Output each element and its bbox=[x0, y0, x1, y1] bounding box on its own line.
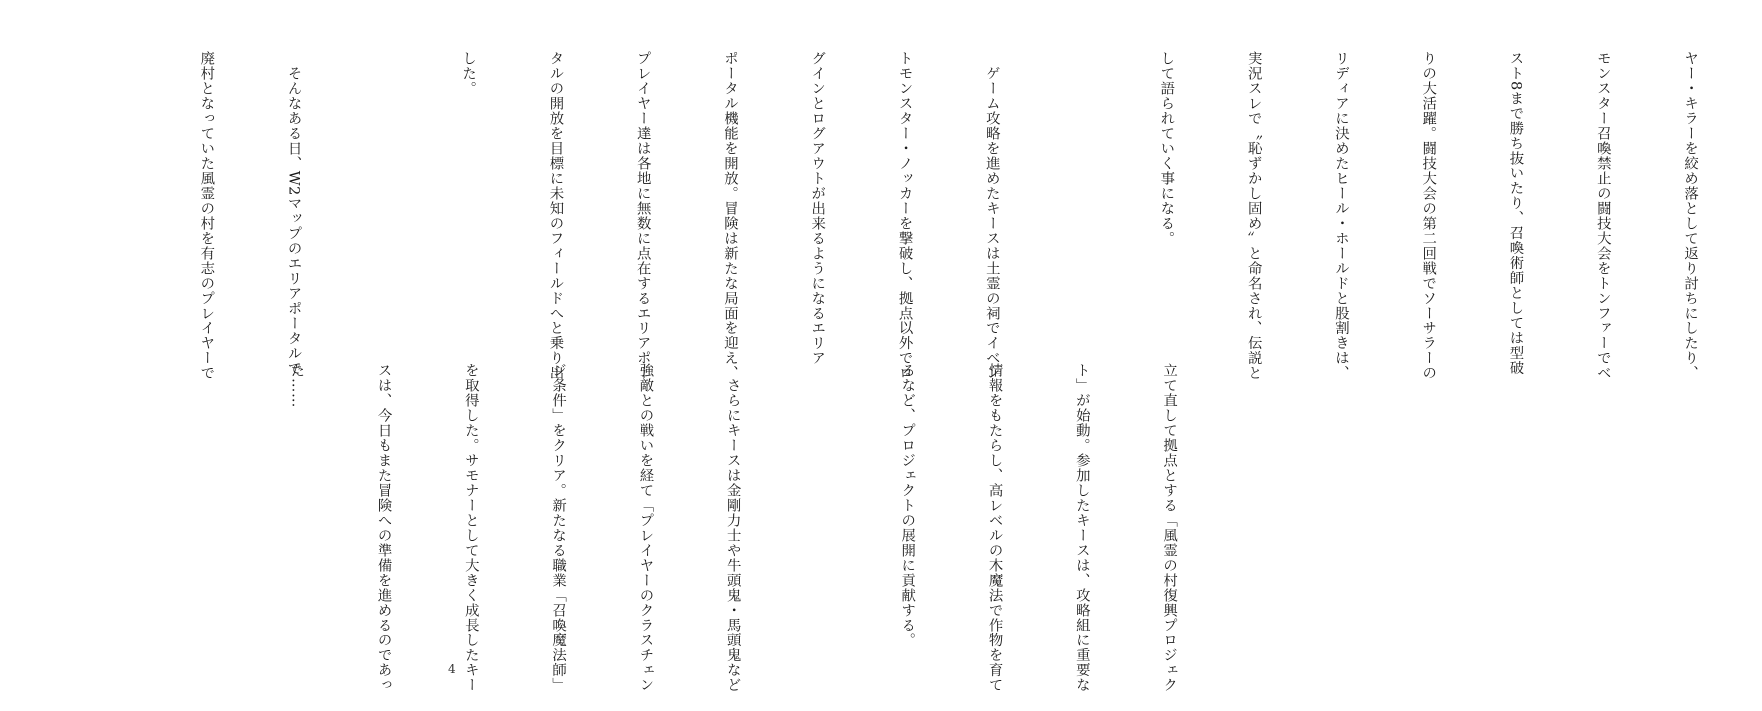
text-line: した。 bbox=[460, 51, 477, 96]
text-line: プレイヤー達は各地に無数に点在するエリアポー bbox=[634, 51, 651, 381]
body-text-top bbox=[133, 51, 1762, 381]
text-line: さらにキースは金剛力士や牛頭鬼・馬頭鬼など bbox=[724, 363, 741, 693]
text-line: リディアに決めたヒール・ホールドと股割きは、 bbox=[1332, 51, 1349, 381]
text-line: ヤー・キラーを絞め落として返り討ちにしたり、 bbox=[1682, 51, 1699, 381]
text-line bbox=[1064, 51, 1093, 341]
text-line bbox=[366, 51, 395, 341]
text-line: 強敵との戦いを経て「プレイヤーのクラスチェン bbox=[637, 363, 654, 693]
text-line: りの大活躍。闘技大会の第二回戦でソーサラーの bbox=[1420, 51, 1437, 381]
text-line: ト」が始動。参加したキースは、攻略組に重要な bbox=[1073, 363, 1090, 693]
text-line: ジ条件」をクリア。新たなる職業「召喚魔法師」 bbox=[550, 363, 567, 693]
text-line: して語られていく事になる。 bbox=[1158, 51, 1175, 246]
text-line: トモンスター・ノッカーを撃破し、拠点以外でロ bbox=[896, 51, 913, 381]
text-line: た…… bbox=[288, 363, 305, 408]
body-text-bottom bbox=[223, 363, 1241, 693]
text-line: スト8まで勝ち抜いたり、召喚術師としては型破 bbox=[1507, 51, 1524, 376]
text-line: るなど、プロジェクトの展開に貢献する。 bbox=[899, 363, 916, 648]
text-line: スは、今日もまた冒険への準備を進めるのであっ bbox=[375, 363, 392, 693]
text-line: グインとログアウトが出来るようになるエリア bbox=[809, 51, 826, 366]
text-line: タルの開放を目標に未知のフィールドへと乗り出 bbox=[547, 51, 564, 381]
text-line: 廃村となっていた風霊の村を有志のプレイヤーで bbox=[198, 51, 215, 381]
text-line: 実況スレで〝恥ずかし固め〟と命名され、伝説と bbox=[1245, 51, 1262, 381]
text-line: 情報をもたらし、高レベルの木魔法で作物を育て bbox=[986, 363, 1003, 693]
text-line bbox=[805, 363, 834, 663]
text-line: ポータル機能を開放。冒険は新たな局面を迎え、 bbox=[721, 51, 738, 381]
text-line: を取得した。サモナーとして大きく成長したキー bbox=[462, 363, 479, 693]
text-line: そんなある日、W2マップのエリアポータルで bbox=[285, 51, 302, 376]
text-line: モンスター召喚禁止の闘技大会をトンファーでベ bbox=[1594, 51, 1611, 381]
text-line: ゲーム攻略を進めたキースは土霊の祠でイベン bbox=[983, 51, 1000, 381]
page-number: 4 bbox=[448, 662, 456, 676]
text-line: 立て直して拠点とする「風霊の村復興プロジェク bbox=[1161, 363, 1178, 693]
